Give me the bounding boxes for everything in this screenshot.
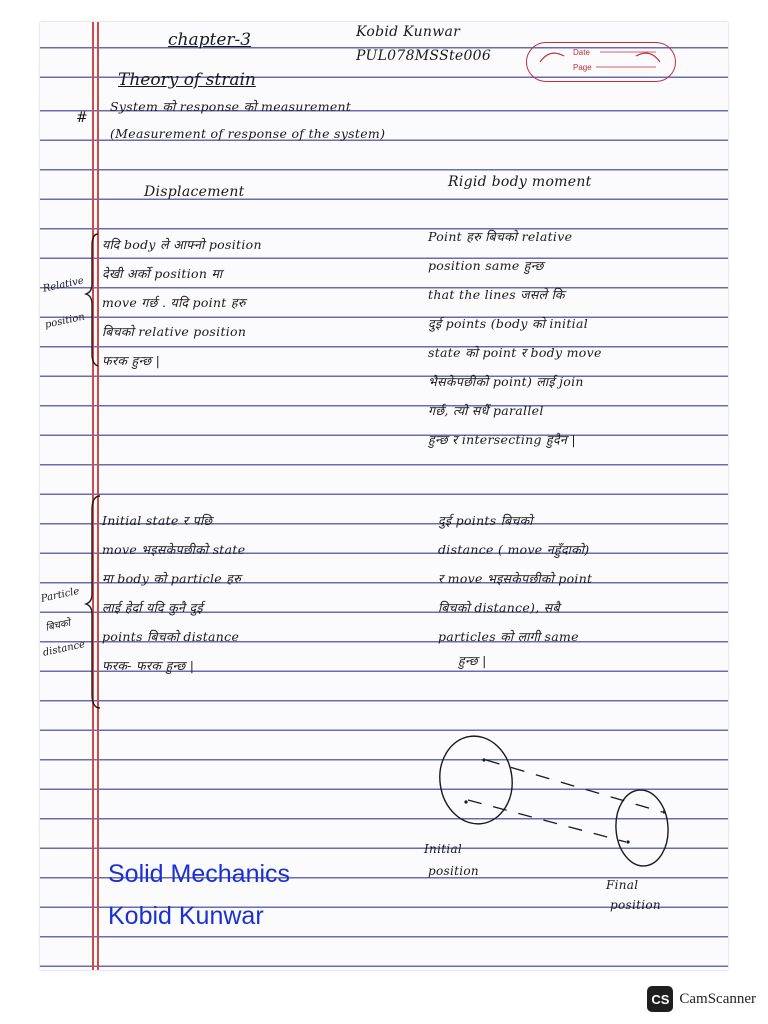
notebook-page <box>40 22 728 970</box>
s2-left-line: फरक- फरक हुन्छ | <box>102 658 195 673</box>
s1-right-line: भैसकेपछीको point) लाई join <box>428 374 584 389</box>
between-side-label: बिचको <box>44 617 72 634</box>
s2-right-line: हुन्छ | <box>458 653 487 668</box>
author-name: Kobid Kunwar <box>356 24 461 40</box>
final-point-b <box>626 840 629 843</box>
initial-label: Initial <box>424 842 463 856</box>
camscanner-logo-icon: CS <box>647 986 673 1012</box>
bracket-section-1 <box>86 234 98 366</box>
stamp-swirl-left <box>540 53 564 62</box>
initial-point-b <box>464 800 467 803</box>
s1-left-line: यदि body ले आफ्नो position <box>102 237 262 252</box>
s1-right-line: हुन्छ र intersecting हुदैन | <box>428 432 576 447</box>
s1-left-line: देखी अर्को position मा <box>102 266 223 281</box>
intro-line-2: (Measurement of response of the system) <box>110 126 386 141</box>
camscanner-footer <box>647 986 756 1012</box>
rigid-body-heading: Rigid body moment <box>448 174 592 190</box>
chapter-title: chapter-3 <box>168 30 252 50</box>
s2-left-line: points बिचको distance <box>102 629 240 644</box>
s1-left-line: फरक हुन्छ | <box>102 353 161 368</box>
relative-side-label: Relative <box>42 275 85 295</box>
page-label: Page <box>573 63 592 72</box>
final-label: Final <box>606 878 639 892</box>
roll-number: PUL078MSSte006 <box>356 48 492 64</box>
s1-right-line: that the lines जसले कि <box>428 287 565 302</box>
date-label: Date <box>573 48 590 57</box>
s2-left-line: लाई हेर्दा यदि कुनै दुई <box>102 600 203 615</box>
bracket-section-2 <box>86 496 100 708</box>
topic-title: Theory of strain <box>118 70 256 90</box>
s1-left-line: move गर्छ . यदि point हरु <box>102 295 246 310</box>
s2-left-line: मा body को particle हरु <box>102 571 241 586</box>
s1-right-line: Point हरु बिचको relative <box>428 229 573 244</box>
s1-right-line: position same हुन्छ <box>428 258 544 273</box>
s2-right-line: particles को लागी same <box>438 629 579 644</box>
initial-position-label: position <box>428 864 479 878</box>
s2-right-line: distance ( move नहुँदाको) <box>438 542 590 557</box>
s2-right-line: र move भइसकेपछीको point <box>438 571 593 586</box>
watermark-title: Solid Mechanics <box>108 860 291 888</box>
s2-right-line: बिचको distance), सबै <box>438 600 560 615</box>
s1-right-line: दुई points (body को initial <box>428 316 589 331</box>
s2-left-line: move भइसकेपछीको state <box>102 542 246 557</box>
camscanner-label: CamScanner <box>679 990 756 1007</box>
position-side-label: position <box>44 311 86 331</box>
distance-side-label: distance <box>42 639 87 659</box>
s1-right-line: state को point र body move <box>428 345 602 360</box>
intro-line-1: System को response को measurement <box>110 99 352 114</box>
stamp-swirl-right <box>636 53 660 62</box>
final-position-label: position <box>610 898 661 912</box>
displacement-heading: Displacement <box>144 184 245 200</box>
watermark-author: Kobid Kunwar <box>108 902 264 930</box>
s1-left-line: बिचको relative position <box>102 324 247 339</box>
s2-left-line: Initial state र पछि <box>102 513 213 528</box>
handwriting-drawings <box>40 22 728 970</box>
final-point-a <box>662 810 665 813</box>
hash-mark: # <box>76 110 89 126</box>
s1-right-line: गर्छ, त्यो सधैं parallel <box>428 403 544 418</box>
initial-point-a <box>482 758 485 761</box>
s2-right-line: दुई points बिचको <box>438 513 533 528</box>
initial-body-shape <box>434 731 518 828</box>
particle-side-label: Particle <box>40 585 81 605</box>
